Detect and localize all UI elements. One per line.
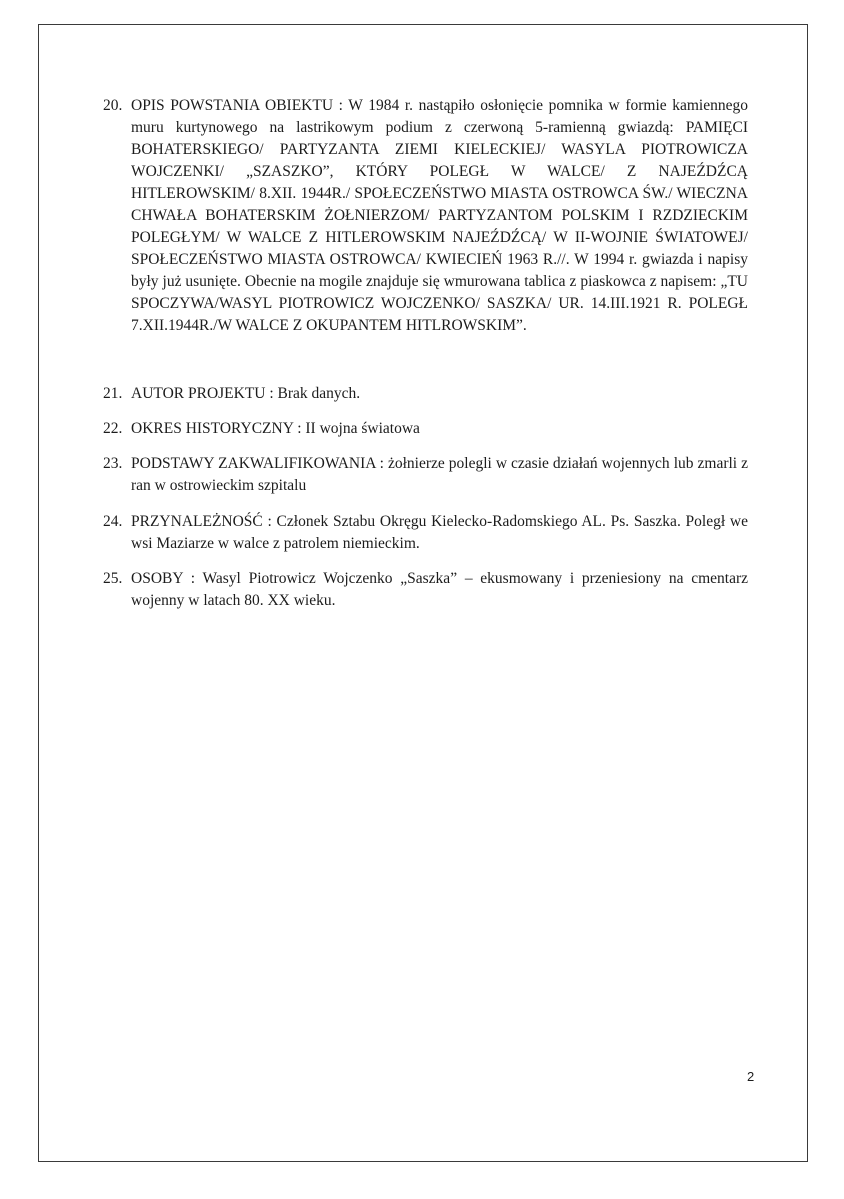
item-number: 21. [103,385,123,402]
page-frame [38,24,808,1162]
item-number: 22. [103,420,123,437]
item-text-object-origin: OPIS POWSTANIA OBIEKTU : W 1984 r. nastąpiło osłonięcie pomnika w formie kamiennego muru kurtynowego na lastrikowym podium z czerwoną 5-ramienną gwiazdą: PAMIĘCI BOHATERSKIEGO/ PARTYZANTA ZIEMI KIELECKIEJ/ WASYLA PIOTROWICZA WOJCZENKI/ „SZASZKO”, KTÓRY POLEGŁ W WALCE/ Z NAJEŹDŹCĄ HITLEROWSKIM/ 8.XII. 1944R./ SPOŁECZEŃSTWO MIASTA OSTROWCA ŚW./ WIECZNA CHWAŁA BOHATERSKIM ŻOŁNIERZOM/ PARTYZANTOM POLSKIM I RZDZIECKIM POLEGŁYM/ W WALCE Z HITLEROWSKIM NAJEŹDŹCĄ/ W II-WOJNIE ŚWIATOWEJ/ SPOŁECZEŃSTWO MIASTA OSTROWCA/ KWIECIEŃ 1963 R.//. W 1994 r. gwiazda i napisy były już usunięte. Obecnie na mogile znajduje się wmurowana tablica z piaskowca z napisem: „TU SPOCZYWA/WASYL PIOTROWICZ WOJCZENKO/ SASZKA/ UR. 14.III.1921 R. POLEGŁ 7.XII.1944R./W WALCE Z OKUPANTEM HITLROWSKIM”. [131,97,748,334]
item-number: 20. [103,97,123,114]
item-text-historical-period: OKRES HISTORYCZNY : II wojna światowa [131,420,420,437]
item-text-qualification-basis: PODSTAWY ZAKWALIFIKOWANIA : żołnierze polegli w czasie działań wojennych lub zmarli z ran w ostrowieckim szpitalu [131,455,748,494]
item-text-project-author: AUTOR PROJEKTU : Brak danych. [131,385,361,402]
item-text-persons: OSOBY : Wasyl Piotrowicz Wojczenko „Saszka” – ekusmowany i przeniesiony na cmentarz wojenny w latach 80. XX wieku. [131,570,748,609]
item-number: 25. [103,570,123,587]
item-number: 24. [103,513,123,530]
item-number: 23. [103,455,123,472]
page-number: 2 [747,1069,755,1084]
item-text-affiliation: PRZYNALEŻNOŚĆ : Członek Sztabu Okręgu Kielecko-Radomskiego AL. Ps. Saszka. Poległ we wsi Maziarze w walce z patrolem niemieckim. [131,513,748,552]
